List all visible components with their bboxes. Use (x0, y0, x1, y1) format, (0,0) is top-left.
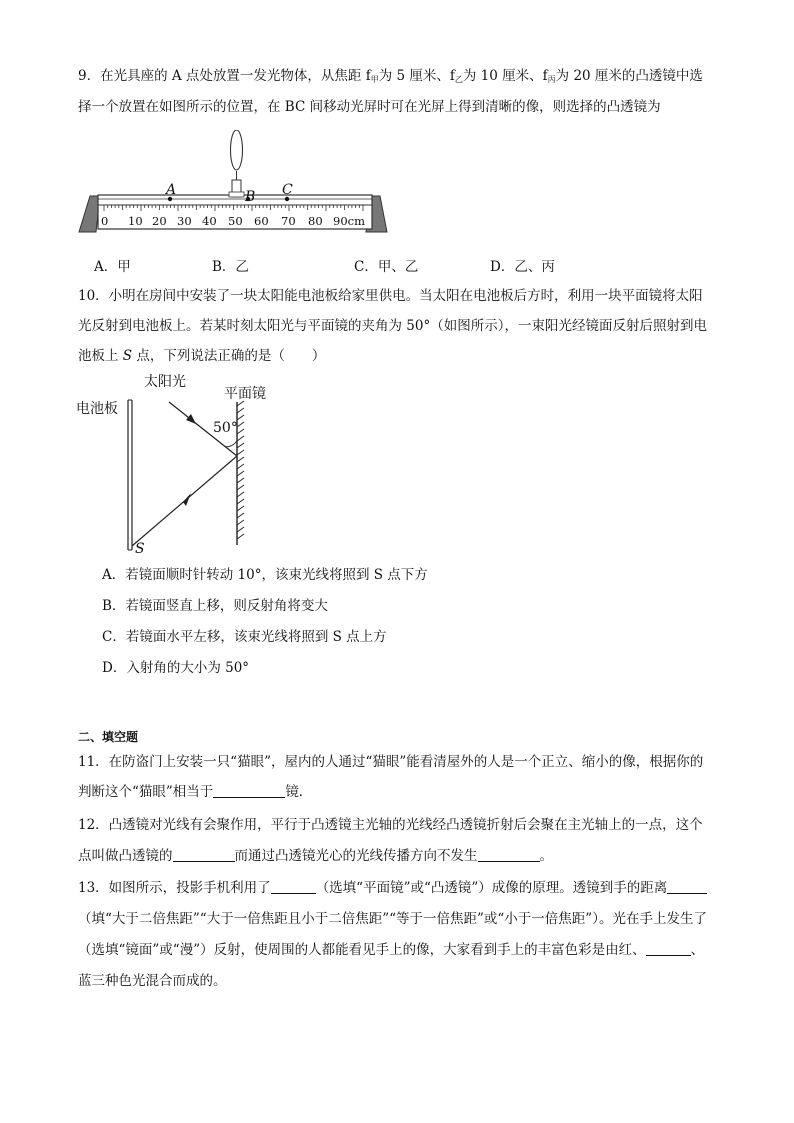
point-s-label: S (135, 541, 145, 557)
tick-label: 0 (101, 214, 109, 228)
mirror-label: 平面镜 (224, 386, 266, 402)
q11-line-1: 11．在防盗门上安装一只“猫眼”，屋内的人通过“猫眼”能看清屋外的人是一个正立、缩小的像，根据你的 (78, 754, 704, 770)
q9-line-2: 择一个放置在如图所示的位置，在 BC 间移动光屏时可在光屏上得到清晰的像，则选择的凸透镜为 (78, 99, 661, 115)
tick-label: 90cm (333, 214, 365, 228)
q13-line-3: （选填“镜面”或“漫”）反射，使周围的人都能看见手上的像，大家看到手上的丰富色彩是由红、 、 (78, 942, 705, 958)
point-a-label: A (166, 182, 177, 198)
answer-blank[interactable] (646, 941, 691, 956)
q13-line-4: 蓝三种色光混合而成的。 (78, 973, 227, 989)
q9-option-c[interactable]: C．甲、乙 (354, 259, 419, 275)
q12-line-1: 12．凸透镜对光线有会聚作用，平行于凸透镜主光轴的光线经凸透镜折射后会聚在主光轴上的一点，这个 (78, 817, 703, 833)
q10-option-a[interactable]: A．若镜面顺时针转动 10°，该束光线将照到 S 点下方 (102, 567, 428, 583)
mirror-reflection-figure (74, 370, 304, 560)
q11-line-2: 判断这个“猫眼”相当于 镜． (78, 784, 313, 800)
q10-line-3: 池板上 S 点，下列说法正确的是（ ） (78, 348, 326, 364)
angle-label: 50° (213, 420, 238, 436)
section-heading: 二、填空题 (78, 730, 139, 744)
tick-label: 10 (128, 214, 143, 228)
q9-line-1: 9．在光具座的 A 点处放置一发光物体，从焦距 $f_甲$为 5 厘米、$f_乙$为 10 厘米、$f_丙$为 20 厘米的凸透镜中选 (78, 68, 703, 84)
q9-option-d[interactable]: D．乙、丙 (490, 259, 555, 275)
point-b-label: B (245, 189, 256, 205)
answer-blank[interactable] (478, 847, 540, 862)
tick-label: 30 (177, 214, 192, 228)
tick-label: 70 (281, 214, 296, 228)
answer-blank[interactable] (271, 879, 316, 894)
answer-blank[interactable] (667, 879, 707, 894)
q12-line-2: 点叫做凸透镜的 而通过凸透镜光心的光线传播方向不发生 。 (78, 848, 553, 864)
q9-option-b[interactable]: B．乙 (212, 259, 249, 275)
q10-option-b[interactable]: B．若镜面竖直上移，则反射角将变大 (102, 598, 328, 614)
q13-line-1: 13．如图所示，投影手机利用了 （选填“平面镜”或“凸透镜”）成像的原理。透镜到手的距离 (78, 878, 707, 898)
tick-label: 40 (202, 214, 217, 228)
q9-option-a[interactable]: A．甲 (94, 259, 131, 275)
point-c-label: C (282, 182, 293, 198)
tick-label: 80 (308, 214, 323, 228)
q10-line-2: 光反射到电池板上。若某时刻太阳光与平面镜的夹角为 50°（如图所示），一束阳光经镜面反射后照射到电 (78, 318, 707, 334)
q13-line-2: （填“大于二倍焦距”“大于一倍焦距且小于二倍焦距”“等于一倍焦距”或“小于一倍焦距”）。光在手上发生了 (78, 911, 707, 927)
battery-panel-label: 电池板 (76, 401, 118, 417)
answer-blank[interactable] (173, 847, 235, 862)
sunlight-label: 太阳光 (144, 374, 186, 390)
q10-option-c[interactable]: C．若镜面水平左移，该束光线将照到 S 点上方 (102, 629, 387, 645)
tick-label: 20 (152, 214, 167, 228)
answer-blank[interactable] (213, 783, 285, 798)
tick-label: 50 (228, 214, 243, 228)
tick-label: 60 (254, 214, 269, 228)
optical-bench-figure (74, 130, 394, 240)
q10-option-d[interactable]: D．入射角的大小为 50° (102, 660, 250, 676)
q10-line-1: 10．小明在房间中安装了一块太阳能电池板给家里供电。当太阳在电池板后方时，利用一块平面镜将太阳 (78, 288, 703, 304)
